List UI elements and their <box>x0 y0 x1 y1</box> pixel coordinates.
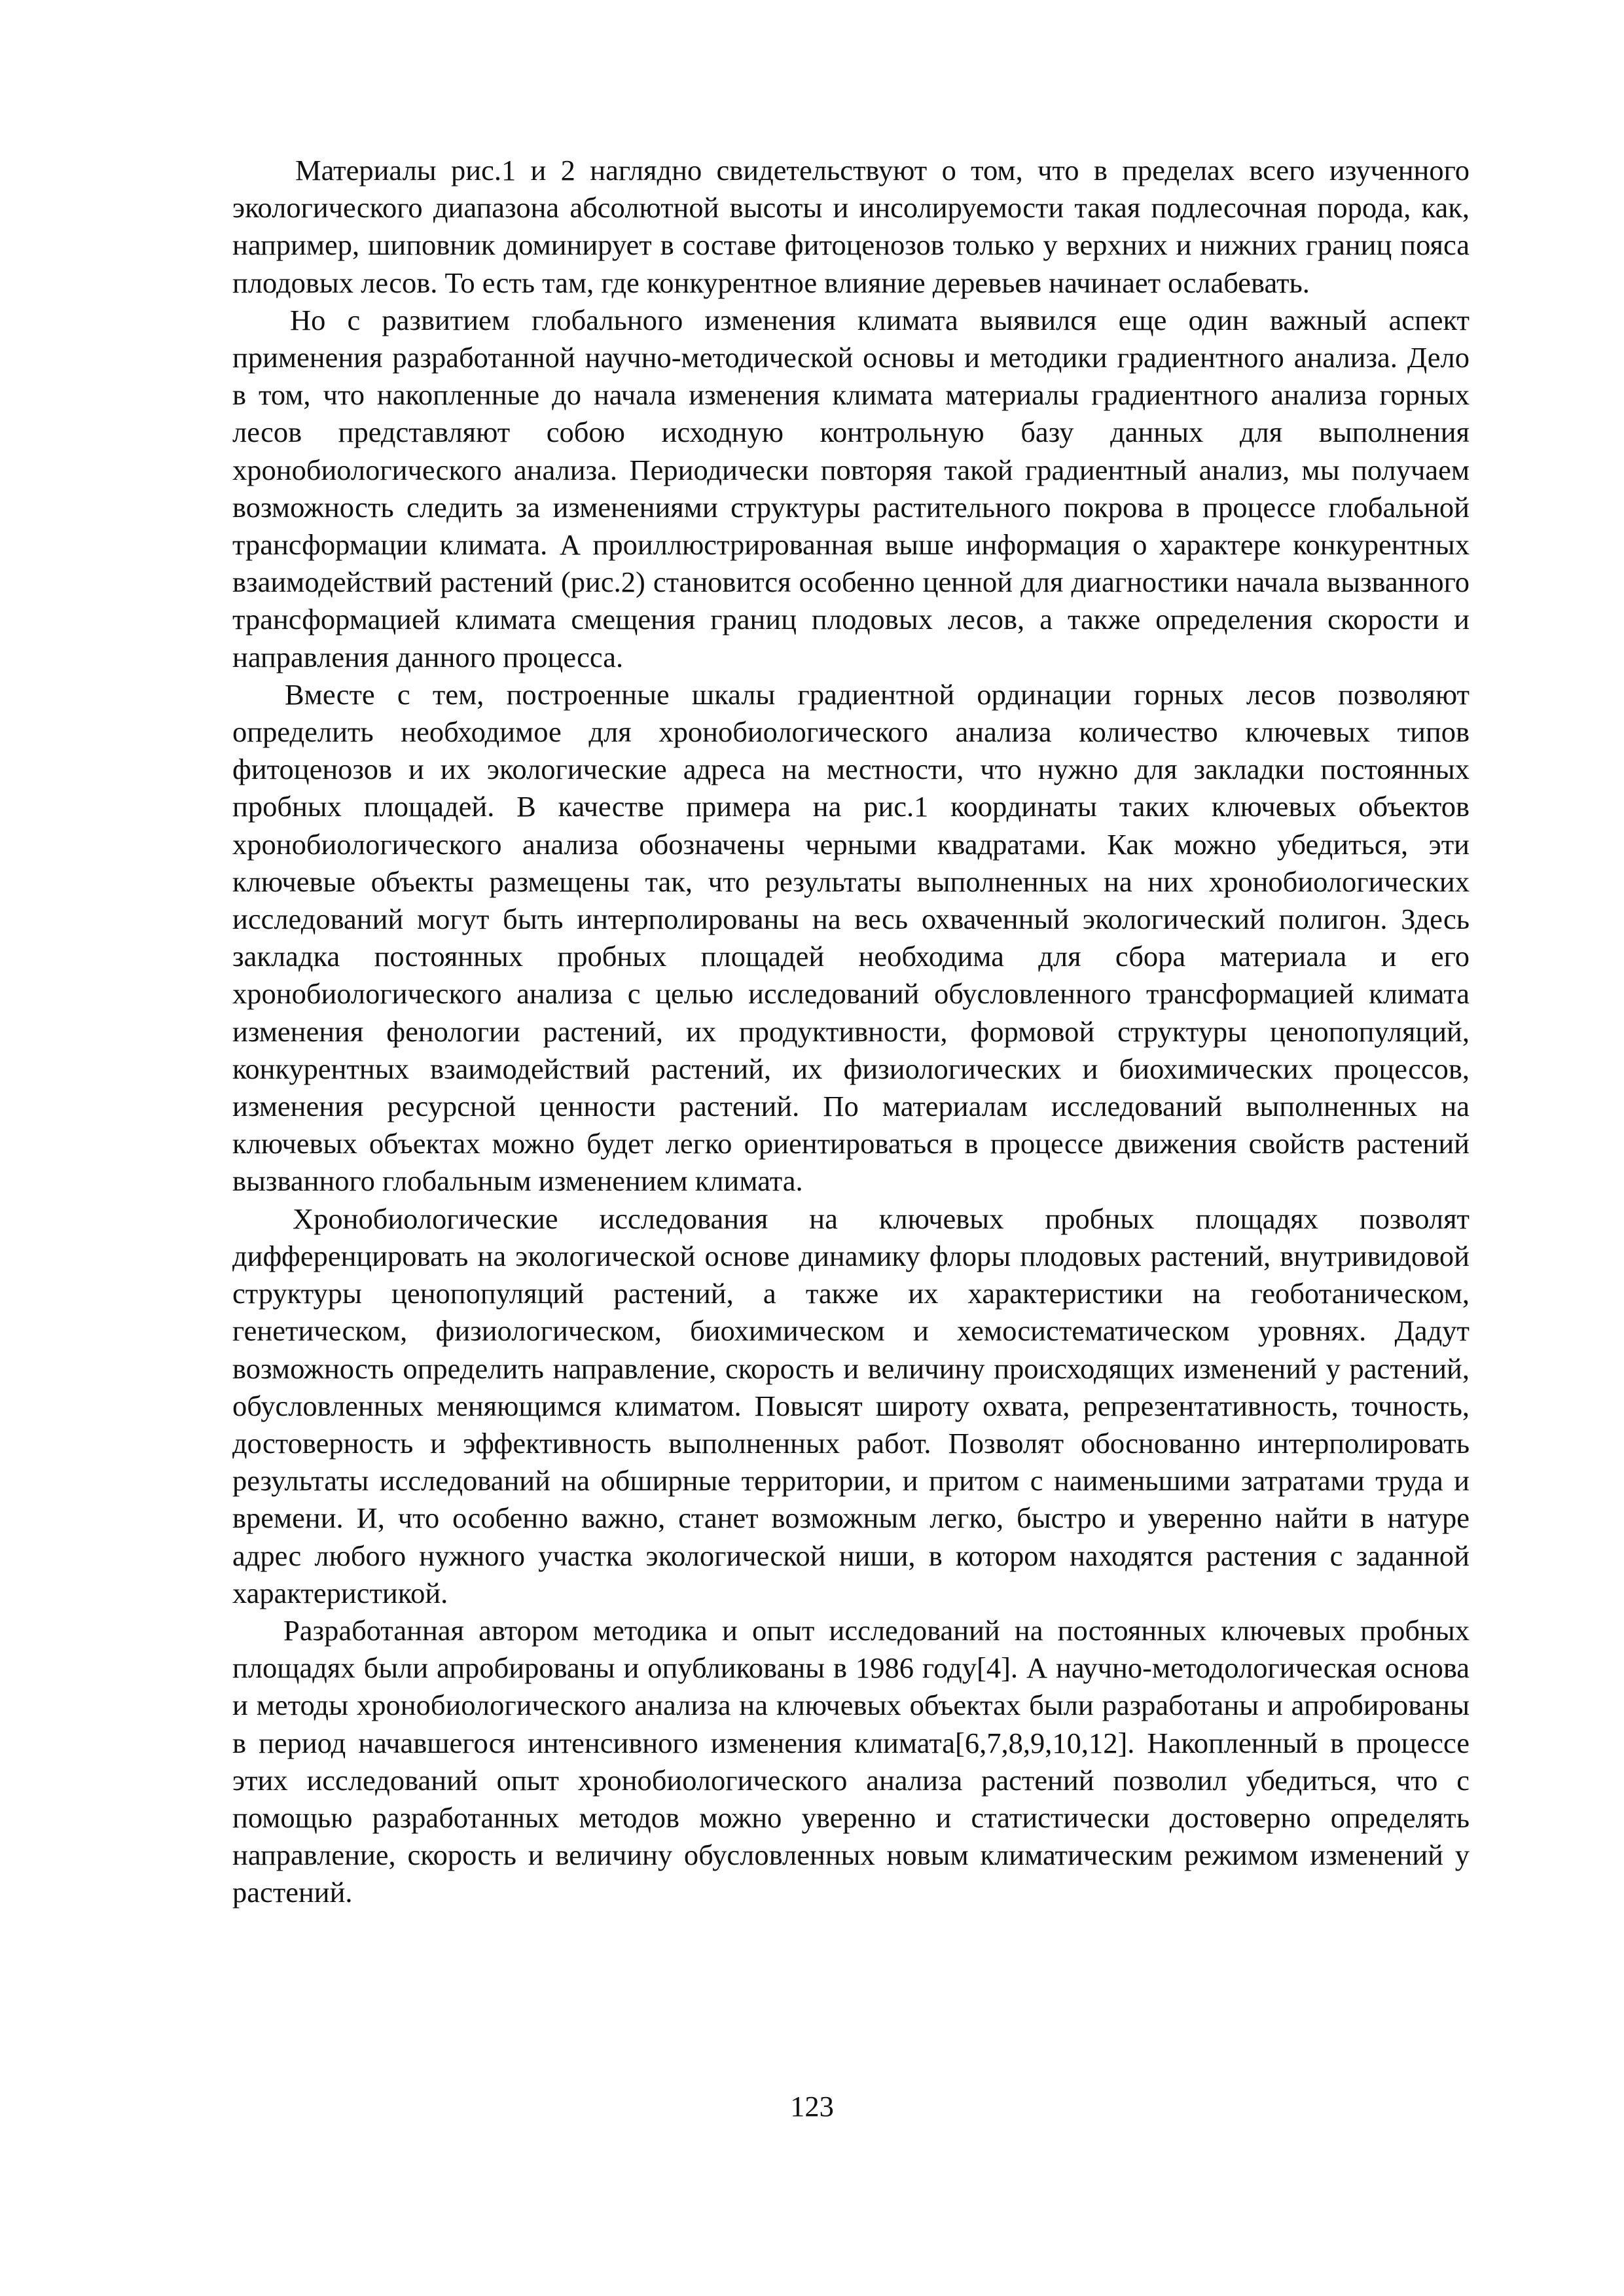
paragraph-5: Разработанная автором методика и опыт исследований на постоянных ключевых пробных площадях были апробированы и опубликованы в 1986 году[4]. А научно-методологическая основа и методы хронобиологического анализа на ключевых объектах были разработаны и апробированы в период начавшегося интенсивного изменения климата[6,7,8,9,10,12]. Накопленный в процессе этих исследований опыт хронобиологического анализа растений позволил убедиться, что с помощью разработанных методов можно уверенно и статистически достоверно определять направление, скорость и величину обусловленных новым климатическим режимом изменений у растений. <box>232 1613 1470 1909</box>
paragraph-3: Вместе с тем, построенные шкалы градиентной ординации горных лесов позволяют определить необходимое для хронобиологического анализа количество ключевых типов фитоценозов и их экологические адреса на местности, что нужно для закладки постоянных пробных площадей. В качестве примера на рис.1 координаты таких ключевых объектов хронобиологического анализа обозначены черными квадратами. Как можно убедиться, эти ключевые объекты размещены так, что результаты выполненных на них хронобиологических исследований могут быть интерполированы на весь охваченный экологический полигон. Здесь закладка постоянных пробных площадей необходима для сбора материала и его хронобиологического анализа с целью исследований обусловленного трансформацией климата изменения фенологии растений, их продуктивности, формовой структуры ценопопуляций, конкурентных взаимодействий растений, их физиологических и биохимических процессов, изменения ресурсной ценности растений. По материалам исследований выполненных на ключевых объектах можно будет легко ориентироваться в процессе движения свойств растений вызванного глобальным изменением климата. <box>232 677 1470 1198</box>
text-body <box>232 152 1470 1912</box>
paragraph-4: Хронобиологические исследования на ключевых пробных площадях позволят дифференцировать на экологической основе динамику флоры плодовых растений, внутривидовой структуры ценопопуляций растений, а также их характеристики на геоботаническом, генетическом, физиологическом, биохимическом и хемосистематическом уровнях. Дадут возможность определить направление, скорость и величину происходящих изменений у растений, обусловленных меняющимся климатом. Повысят широту охвата, репрезентативность, точность, достоверность и эффективность выполненных работ. Позволят обоснованно интерполировать результаты исследований на обширные территории, и притом с наименьшими затратами труда и времени. И, что особенно важно, станет возможным легко, быстро и уверенно найти в натуре адрес любого нужного участка экологической ниши, в котором находятся растения с заданной характеристикой. <box>232 1202 1470 1609</box>
paragraph-1: Материалы рис.1 и 2 наглядно свидетельствуют о том, что в пределах всего изученного экологического диапазона абсолютной высоты и инсолируемости такая подлесочная порода, как, например, шиповник доминирует в составе фитоценозов только у верхних и нижних границ пояса плодовых лесов. То есть там, где конкурентное влияние деревьев начинает ослабевать. <box>232 154 1470 299</box>
paragraph-2: Но с развитием глобального изменения климата выявился еще один важный аспект применения разработанной научно-методической основы и методики градиентного анализа. Дело в том, что накопленные до начала изменения климата материалы градиентного анализа горных лесов представляют собою исходную контрольную базу данных для выполнения хронобиологического анализа. Периодически повторяя такой градиентный анализ, мы получаем возможность следить за изменениями структуры растительного покрова в процессе глобальной трансформации климата. А проиллюстрированная выше информация о характере конкурентных взаимодействий растений (рис.2) становится особенно ценной для диагностики начала вызванного трансформацией климата смещения границ плодовых лесов, а также определения скорости и направления данного процесса. <box>232 303 1470 673</box>
page-number: 123 <box>790 2090 834 2123</box>
